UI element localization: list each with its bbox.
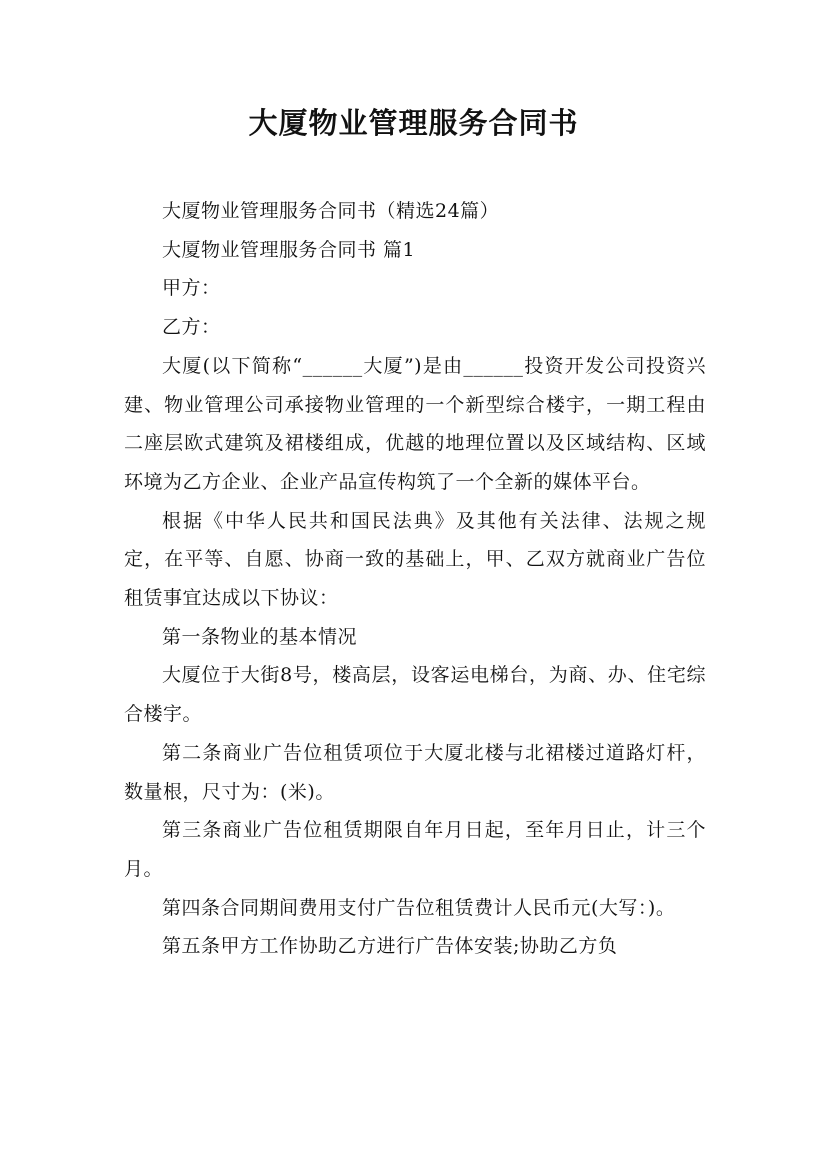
document-title: 大厦物业管理服务合同书 [248, 106, 579, 140]
paragraph-basis: 根据《中华人民共和国民法典》及其他有关法律、法规之规定，在平等、自愿、协商一致的基础上，甲、乙双方就商业广告位租赁事宜达成以下协议： [124, 509, 706, 610]
paragraph-article-5: 第五条甲方工作协助乙方进行广告体安装;协助乙方负 [162, 935, 618, 958]
paragraph-party-a: 甲方： [162, 277, 221, 300]
paragraph-article-1-heading: 第一条物业的基本情况 [162, 625, 358, 648]
document-body [124, 192, 706, 966]
paragraph-article-1-body: 大厦位于大街8号，楼高层，设客运电梯台，为商、办、住宅综合楼宇。 [124, 664, 706, 726]
paragraph-article-3: 第三条商业广告位租赁期限自年月日起，至年月日止，计三个月。 [124, 819, 706, 880]
paragraph-article-2: 第二条商业广告位租赁项位于大厦北楼与北裙楼过道路灯杆，数量根，尺寸为：(米)。 [124, 741, 706, 803]
paragraph-intro: 大厦(以下简称“______大厦”)是由______投资开发公司投资兴建、物业管理公司承接物业管理的一个新型综合楼宇，一期工程由二座层欧式建筑及裙楼组成，优越的地理位置以及区域结构、区域环境为乙方企业、企业产品宣传构筑了一个全新的媒体平台。 [124, 354, 706, 493]
paragraph-subtitle: 大厦物业管理服务合同书（精选24篇） [162, 200, 500, 222]
paragraph-article-4: 第四条合同期间费用支付广告位租赁费计人民币元(大写：)。 [162, 896, 676, 919]
paragraph-chapter-heading: 大厦物业管理服务合同书 篇1 [162, 238, 416, 261]
paragraph-party-b: 乙方： [162, 316, 221, 339]
